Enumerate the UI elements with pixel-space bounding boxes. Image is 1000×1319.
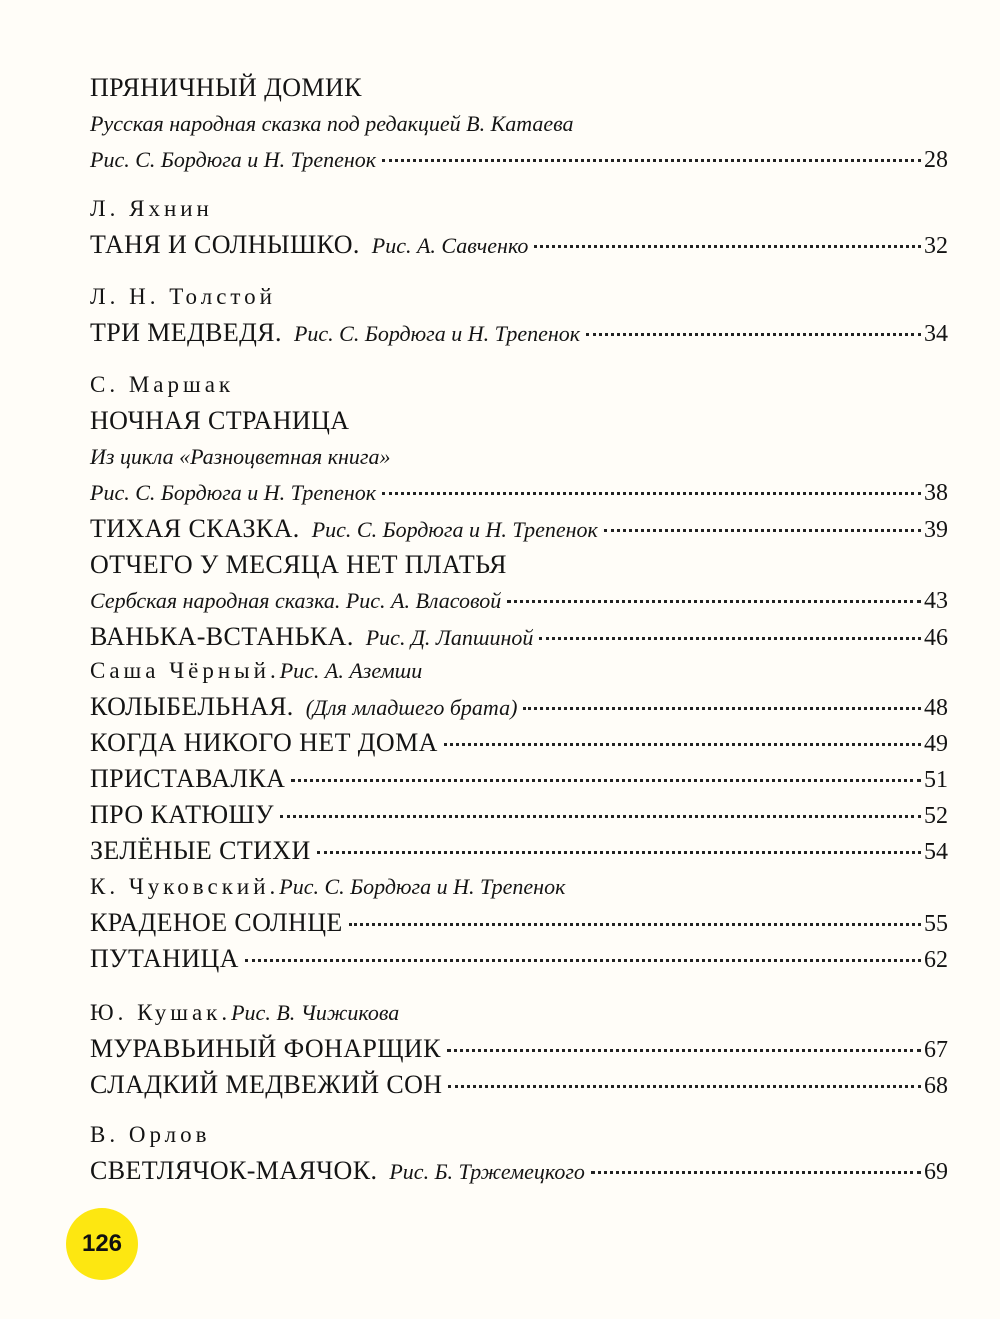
story-title: КОГДА НИКОГО НЕТ ДОМА [90,728,438,757]
dot-leader [523,707,921,710]
illustrator-credit: Рис. А. Аземши [279,658,423,683]
page-ref: 55 [924,911,948,937]
story-title: СЛАДКИЙ МЕДВЕЖИЙ СОН [90,1070,443,1099]
page-ref: 51 [924,767,948,793]
toc-entry[interactable] [90,797,948,833]
toc-entry[interactable] [90,619,948,655]
page-ref: 67 [924,1037,948,1063]
page-ref: 34 [924,321,948,347]
story-title: ПУТАНИЦА [90,944,239,973]
toc-section [90,653,948,869]
dot-leader [317,851,921,854]
page-ref: 28 [924,147,948,173]
dot-leader [447,1049,921,1052]
page-ref: 49 [924,731,948,757]
toc-section [90,995,948,1103]
dot-leader [280,815,921,818]
story-title: ТАНЯ И СОЛНЫШКО. [90,230,360,259]
dot-leader [534,245,921,248]
toc-entry[interactable] [90,227,948,263]
toc-entry[interactable] [90,1031,948,1067]
illustrator-credit: Рис. Б. Тржемецкого [389,1159,585,1184]
toc-section [90,1117,948,1189]
story-title: НОЧНАЯ СТРАНИЦА [90,406,350,435]
author-name: В. Орлов [90,1122,211,1147]
story-title: МУРАВЬИНЫЙ ФОНАРЩИК [90,1034,441,1063]
dot-leader [591,1171,921,1174]
page-ref: 32 [924,233,948,259]
toc-entry[interactable] [90,725,948,761]
dot-leader [291,779,921,782]
author-name: Саша Чёрный. [90,658,280,683]
illustrator-credit: Рис. С. Бордюга и Н. Трепенок [90,480,377,505]
page-ref: 48 [924,695,948,721]
illustrator-credit: Рис. А. Савченко [371,233,529,258]
toc-entry[interactable] [90,941,948,977]
toc-entry[interactable] [90,315,948,351]
illustrator-credit: Рис. С. Бордюга и Н. Трепенок [311,517,598,542]
story-title: КРАДЕНОЕ СОЛНЦЕ [90,908,343,937]
toc-entry[interactable] [90,1067,948,1103]
toc-entry[interactable] [90,833,948,869]
page-ref: 46 [924,625,948,651]
illustrator-credit: Рис. Д. Лапшиной [365,625,534,650]
toc-author-line [90,869,948,905]
toc-section [90,367,948,655]
story-title: ВАНЬКА-ВСТАНЬКА. [90,622,354,651]
dot-leader [586,333,921,336]
author-name: Л. Яхнин [90,196,213,221]
dot-leader [604,529,921,532]
dot-leader [382,159,921,162]
dot-leader [382,492,921,495]
author-name: Л. Н. Толстой [90,284,276,309]
illustrator-credit: Рис. В. Чижикова [231,1000,400,1025]
toc-entry[interactable] [90,142,948,178]
dot-leader [245,959,921,962]
dot-leader [349,923,921,926]
dot-leader [539,637,921,640]
toc-entry[interactable] [90,511,948,547]
toc-entry[interactable] [90,475,948,511]
toc-title-line [90,547,948,583]
toc-author-line [90,995,948,1031]
toc-title-line [90,70,948,106]
story-title: ОТЧЕГО У МЕСЯЦА НЕТ ПЛАТЬЯ [90,550,507,579]
page-ref: 54 [924,839,948,865]
toc-author-line [90,279,948,315]
toc-entry[interactable] [90,689,948,725]
toc-entry[interactable] [90,583,948,619]
dot-leader [448,1085,921,1088]
illustrator-credit: Рис. С. Бордюга и Н. Трепенок [279,874,566,899]
toc-section [90,279,948,351]
story-title: ПРО КАТЮШУ [90,800,274,829]
toc-title-line [90,403,948,439]
story-title: ТИХАЯ СКАЗКА. [90,514,300,543]
story-note: Из цикла «Разноцветная книга» [90,444,391,469]
toc-author-line [90,653,948,689]
story-title: ЗЕЛЁНЫЕ СТИХИ [90,836,311,865]
toc-section [90,869,948,977]
toc-entry[interactable] [90,761,948,797]
toc-author-line [90,367,948,403]
toc-entry[interactable] [90,905,948,941]
page-ref: 43 [924,588,948,614]
story-title: ТРИ МЕДВЕДЯ. [90,318,282,347]
author-name: С. Маршак [90,372,235,397]
toc-note-line [90,106,948,142]
page-ref: 38 [924,480,948,506]
toc-author-line [90,1117,948,1153]
toc-author-line [90,191,948,227]
page-ref: 39 [924,517,948,543]
toc-section [90,70,948,178]
toc-entry[interactable] [90,1153,948,1189]
toc-note-line [90,439,948,475]
author-name: Ю. Кушак. [90,1000,232,1025]
page-ref: 69 [924,1159,948,1185]
dot-leader [507,600,921,603]
dot-leader [444,743,921,746]
story-title: ПРИСТАВАЛКА [90,764,286,793]
illustrator-credit: Сербская народная сказка. Рис. А. Власовой [90,588,502,613]
story-title: ПРЯНИЧНЫЙ ДОМИК [90,73,362,102]
story-note: Русская народная сказка под редакцией В. Катаева [90,111,574,136]
page-ref: 68 [924,1073,948,1099]
illustrator-credit: Рис. С. Бордюга и Н. Трепенок [90,147,377,172]
story-title: СВЕТЛЯЧОК-МАЯЧОК. [90,1156,378,1185]
toc-section [90,191,948,263]
illustrator-credit: Рис. С. Бордюга и Н. Трепенок [293,321,581,346]
author-name: К. Чуковский. [90,874,280,899]
page-ref: 62 [924,947,948,973]
page-ref: 52 [924,803,948,829]
story-title: КОЛЫБЕЛЬНАЯ. [90,692,294,721]
page-number-badge: 126 [66,1208,138,1280]
illustrator-credit: (Для младшего брата) [305,695,518,720]
